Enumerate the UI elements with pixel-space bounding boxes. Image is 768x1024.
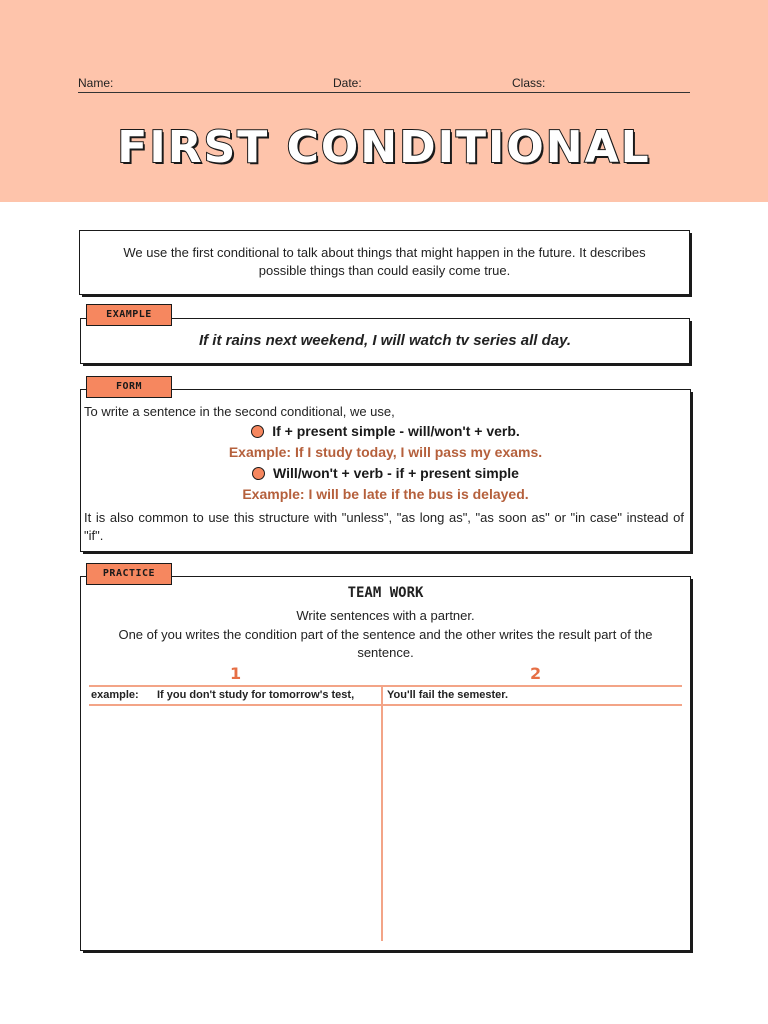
name-field-label: Name:: [78, 76, 114, 90]
example-sentence: If it rains next weekend, I will watch tv series all day.: [198, 332, 572, 349]
example-tag: EXAMPLE: [86, 304, 172, 326]
column-divider: [381, 685, 383, 941]
practice-tag: PRACTICE: [86, 563, 172, 585]
form-example-1: Example: If I study today, I will pass my exams.: [228, 444, 543, 460]
practice-instruction-2: One of you writes the condition part of the sentence and the other writes the result part of the sentence.: [118, 627, 653, 660]
class-field-label: Class:: [512, 76, 546, 90]
table-top-line: [89, 685, 682, 687]
table-row-line: [89, 704, 682, 706]
column-2-number: 2: [530, 664, 542, 683]
bullet-icon: [252, 467, 265, 480]
date-field-label: Date:: [333, 76, 362, 90]
form-rule-1: [81, 423, 690, 439]
intro-text: We use the first conditional to talk about things that might happen in the future. It describes possible things than could easily come true.: [123, 245, 646, 278]
practice-instruction-1: Write sentences with a partner.: [296, 608, 475, 623]
example-row-condition: If you don't study for tomorrow's test,: [157, 689, 355, 701]
form-note: It is also common to use this structure with "unless", "as long as", "as soon as" or "in case" instead of "if".: [84, 510, 684, 543]
page-title: FIRST CONDITIONAL: [117, 122, 651, 173]
form-rule-2-text: Will/won't + verb - if + present simple: [273, 465, 519, 481]
team-work-title: TEAM WORK: [347, 585, 424, 601]
intro-box: [79, 230, 690, 295]
form-intro: To write a sentence in the second conditional, we use,: [84, 404, 395, 419]
form-tag: FORM: [86, 376, 172, 398]
header-banner: [0, 0, 768, 202]
example-row-label: example:: [91, 689, 139, 701]
student-info-line: [78, 74, 690, 93]
example-row-result: You'll fail the semester.: [387, 689, 509, 701]
form-example-2: Example: I will be late if the bus is delayed.: [242, 486, 529, 502]
bullet-icon: [251, 425, 264, 438]
form-rule-2: [81, 465, 690, 481]
practice-box: [80, 576, 691, 951]
column-1-number: 1: [230, 664, 242, 683]
form-rule-1-text: If + present simple - will/won't + verb.: [272, 423, 520, 439]
form-box: [80, 389, 691, 552]
